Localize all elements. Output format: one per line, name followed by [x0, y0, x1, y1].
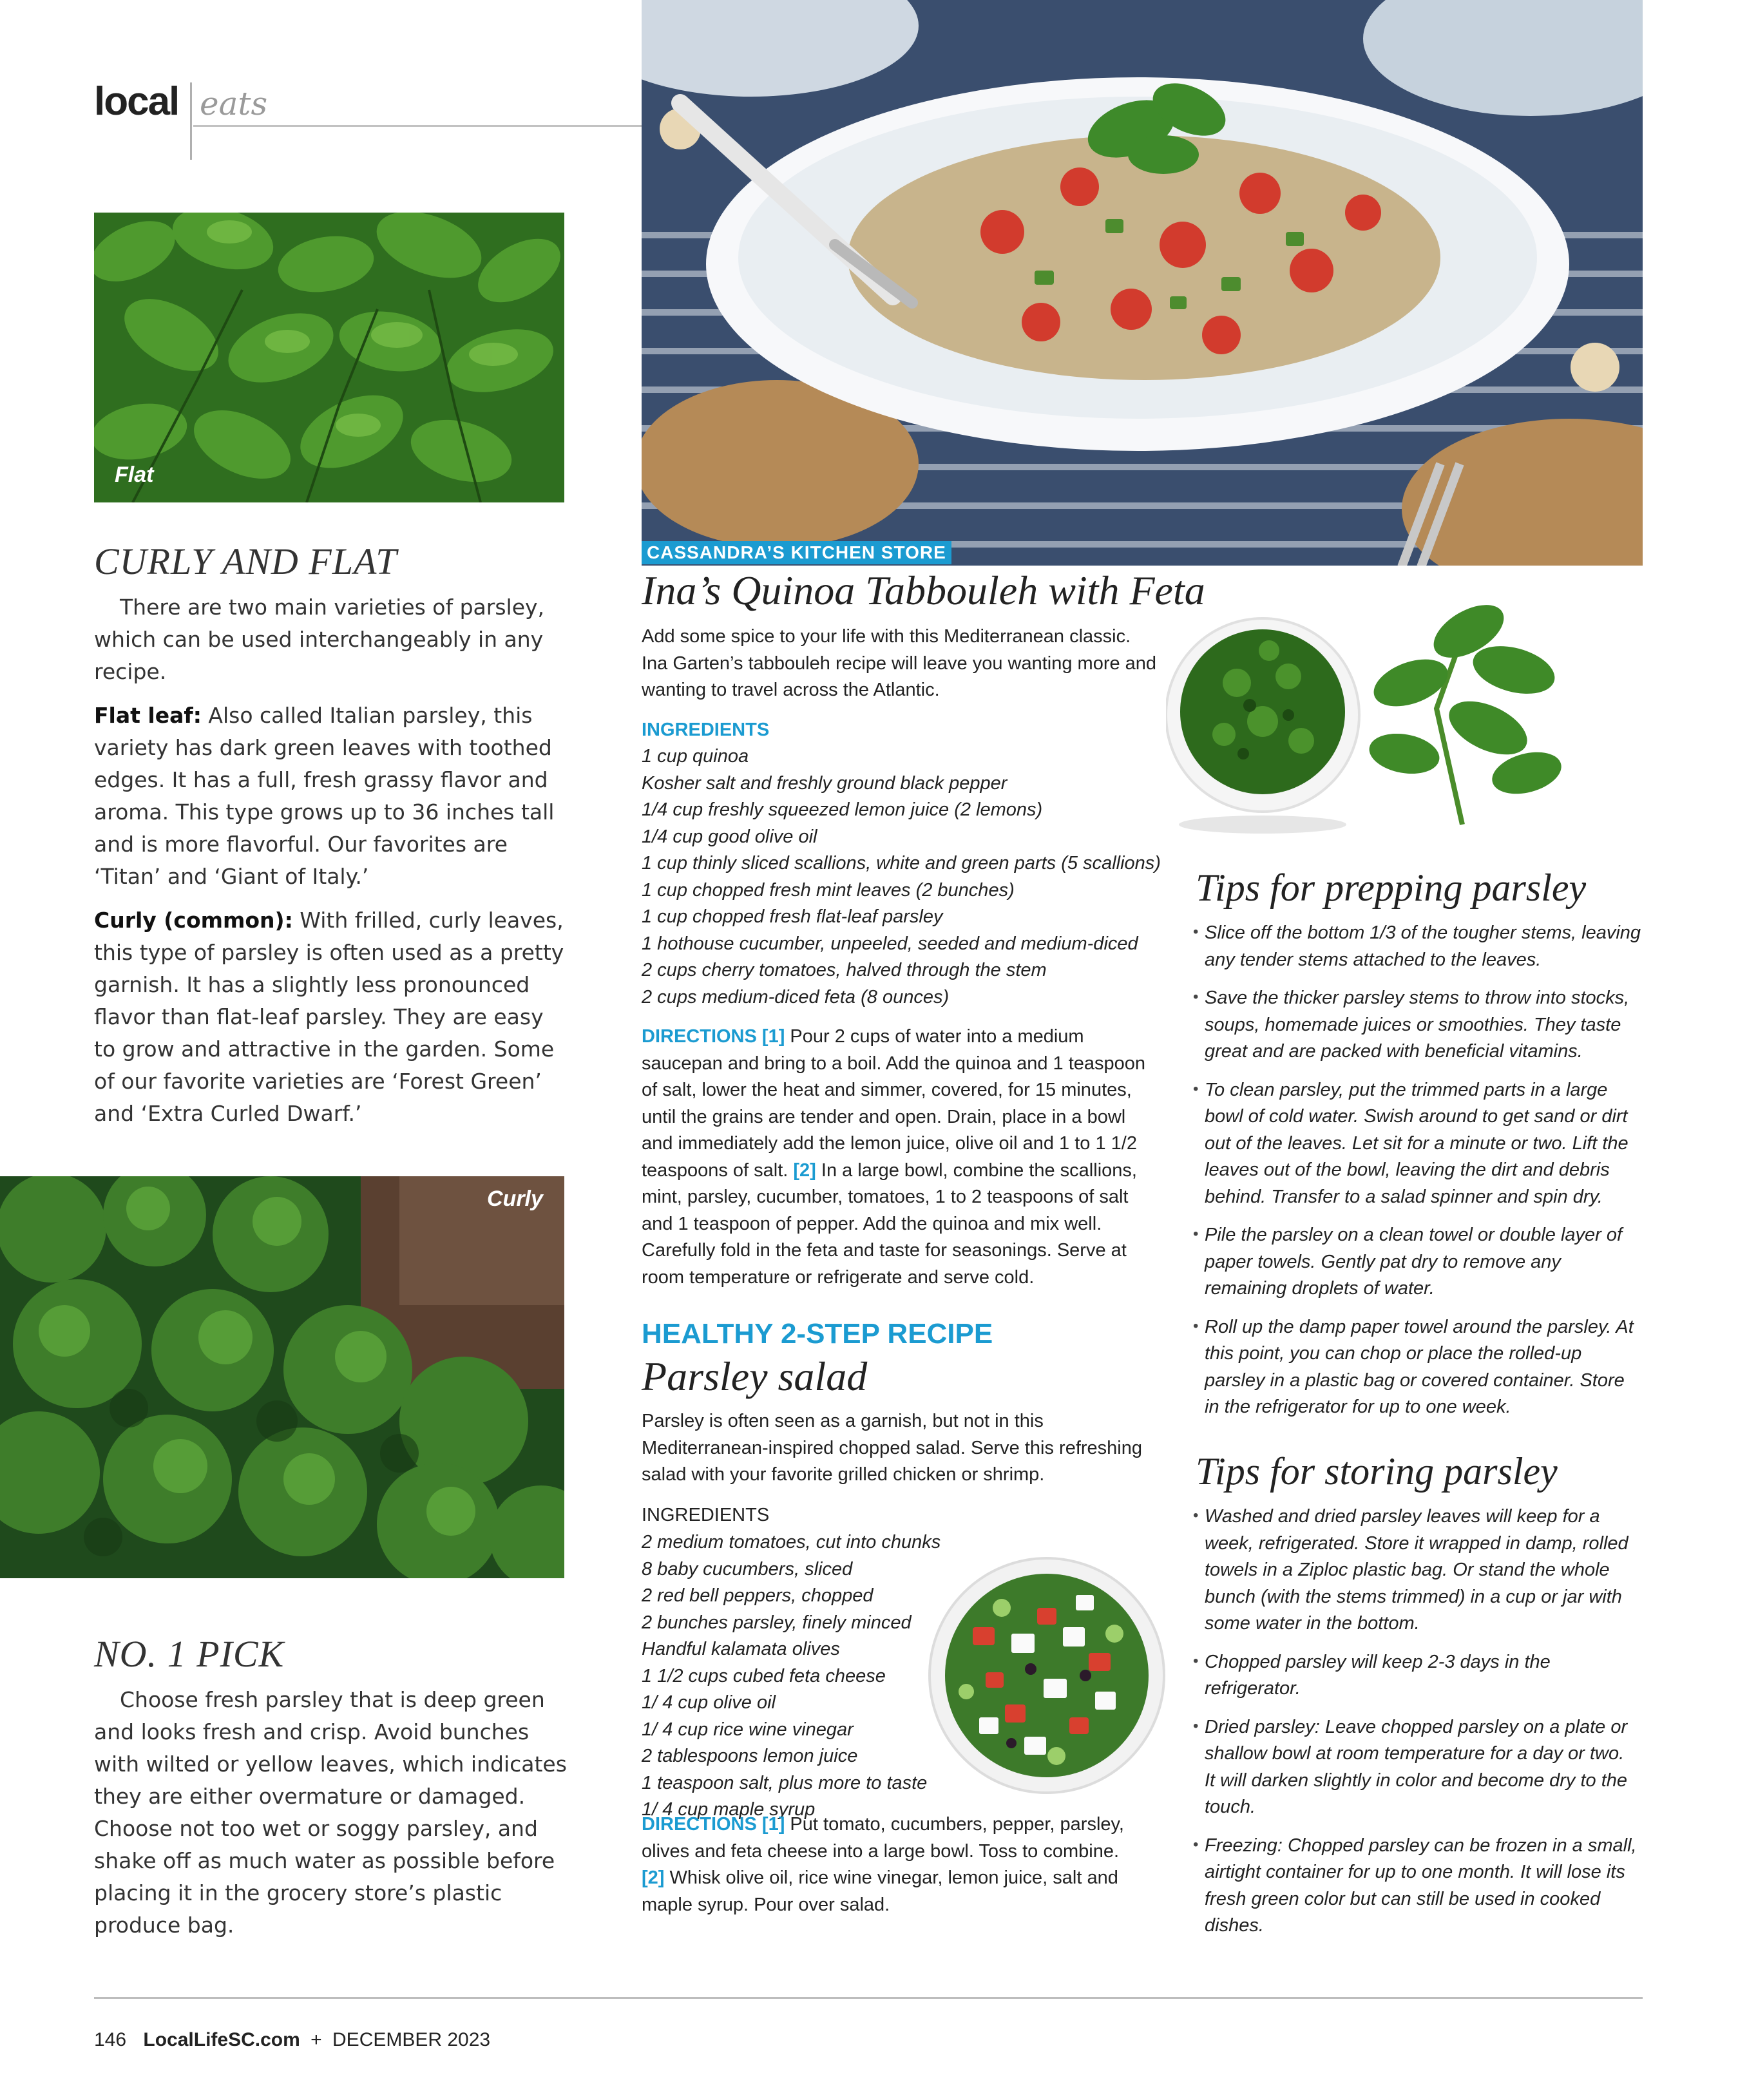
step-marker: [2]	[642, 1867, 665, 1888]
tip-item: • Save the thicker parsley stems to throw into stocks, soups, homemade juices or smoothies. They taste great and are packed with beneficial vitamins.	[1193, 985, 1644, 1065]
tabbouleh-kicker: CASSANDRA’S KITCHEN STORE	[642, 541, 951, 564]
tips-prepping-title: Tips for prepping parsley	[1196, 866, 1587, 909]
ingredient-item: 1 cup chopped fresh mint leaves (2 bunches)	[642, 879, 1015, 901]
flat-leaf-label: Flat leaf:	[94, 703, 202, 728]
ingredient-item: 1/ 4 cup maple syrup	[642, 1799, 816, 1820]
ingredient-item: 1 cup quinoa	[642, 746, 749, 767]
brand-divider	[190, 82, 192, 160]
directions-label: DIRECTIONS	[642, 1814, 757, 1835]
tabbouleh-ingredients-list	[642, 743, 1170, 1011]
ingredient-item: 2 tablespoons lemon juice	[642, 1746, 858, 1766]
no1-pick-paragraph: Choose fresh parsley that is deep green and looks fresh and crisp. Avoid bunches with wilted or yellow leaves, which indicates they are either overmature or damaged. Choose not too wet or soggy parsley, and shake off as much water as possible before placing it in the grocery store’s plastic produce bag.	[94, 1687, 567, 1938]
tabbouleh-title: Ina’s Quinoa Tabbouleh with Feta	[642, 568, 1205, 613]
tips-storing-title: Tips for storing parsley	[1196, 1450, 1558, 1493]
ingredient-item: 1 cup thinly sliced scallions, white and green parts (5 scallions)	[642, 853, 1161, 873]
salad-bowl-photo	[928, 1556, 1166, 1795]
ingredient-item: 8 baby cucumbers, sliced	[642, 1558, 853, 1580]
footer-rule	[94, 1997, 1643, 1999]
directions-label: DIRECTIONS	[642, 1026, 757, 1047]
no1-pick-body	[94, 1684, 571, 1953]
site-name: LocalLifeSC.com	[143, 2029, 300, 2050]
ingredient-item: 2 red bell peppers, chopped	[642, 1585, 874, 1606]
flat-leaf-paragraph	[94, 700, 571, 893]
issue-date: DECEMBER 2023	[332, 2029, 491, 2050]
footer-separator: +	[310, 2029, 322, 2050]
curly-and-flat-body	[94, 591, 571, 1141]
curly-label: Curly (common):	[94, 908, 293, 933]
brand-logo: local	[94, 79, 179, 124]
ingredient-item: 2 bunches parsley, finely minced	[642, 1612, 912, 1633]
tabbouleh-intro: Add some spice to your life with this Mediterranean classic. Ina Garten’s tabbouleh recipe will leave you wanting more and wanting to travel across the Atlantic.	[642, 626, 1157, 700]
ingredient-item: 2 cups cherry tomatoes, halved through the stem	[642, 960, 1047, 980]
page-number: 146	[94, 2029, 127, 2050]
tip-item: • Chopped parsley will keep 2-3 days in the refrigerator.	[1193, 1649, 1638, 1703]
ingredient-item: 1/ 4 cup rice wine vinegar	[642, 1719, 854, 1740]
curly-parsley-photo	[0, 1176, 564, 1578]
flat-parsley-photo	[94, 213, 564, 502]
ingredient-item: 1 cup chopped fresh flat-leaf parsley	[642, 906, 943, 927]
tip-item: • Freezing: Chopped parsley can be frozen in a small, airtight container for up to one month. It will lose its fresh green color but can still be used in cooked dishes.	[1193, 1833, 1638, 1940]
ingredient-item: Kosher salt and freshly ground black pepper	[642, 772, 1007, 794]
tips-storing-list	[1193, 1503, 1638, 1951]
tip-item: • Washed and dried parsley leaves will keep for a week, refrigerated. Store it wrapped in damp, rolled towels in a Ziploc plastic bag. Or stand the whole bunch (with the stems trimmed) in a cup or jar with some water in the bottom.	[1193, 1503, 1638, 1637]
curly-paragraph	[94, 904, 571, 1130]
tabbouleh-photo	[642, 0, 1643, 566]
tabbouleh-ingredients-label: INGREDIENTS	[642, 719, 770, 740]
intro-paragraph: There are two main varieties of parsley, which can be used interchangeably in any recipe.	[94, 595, 545, 684]
ingredient-item: 1 teaspoon salt, plus more to taste	[642, 1772, 928, 1793]
ingredient-item: 1/ 4 cup olive oil	[642, 1692, 776, 1713]
curly-text: With frilled, curly leaves, this type of parsley is often used as a pretty garnish. It has a slightly less pronounced flavor than flat-leaf parsley. They are easy to grow and attractive in the garden. Some of our favorite varieties are ‘Forest Green’ and ‘Extra Curled Dwarf.’	[94, 908, 564, 1126]
flat-leaf-text: Also called Italian parsley, this variety has dark green leaves with toothed edges. It has a full, fresh grassy flavor and aroma. This type grows up to 36 inches tall and is more flavorful. Our favorites are ‘Titan’ and ‘Giant of Italy.’	[94, 703, 555, 889]
header-rule	[193, 125, 644, 127]
step-marker: [1]	[761, 1814, 785, 1835]
step-marker: [1]	[761, 1026, 785, 1047]
tip-item: • Dried parsley: Leave chopped parsley on a plate or shallow bowl at room temperature for a day or two. It will darken slightly in color and become dry to the touch.	[1193, 1714, 1638, 1821]
parsley-salad-ingredients-label: INGREDIENTS	[642, 1505, 770, 1525]
tip-item: • Slice off the bottom 1/3 of the tougher stems, leaving any tender stems attached to the leaves.	[1193, 920, 1644, 973]
chopped-parsley-photo	[1166, 593, 1643, 837]
ingredient-item: 1/4 cup good olive oil	[642, 826, 817, 847]
tabbouleh-directions	[642, 1024, 1157, 1291]
page-footer	[94, 2029, 490, 2051]
curly-photo-caption: Curly	[487, 1187, 543, 1211]
no1-pick-heading: NO. 1 PICK	[94, 1633, 285, 1675]
step-text: Put tomato, cucumbers, pepper, parsley, olives and feta cheese into a large bowl. Toss to combine.	[642, 1814, 1124, 1862]
tips-prepping-list	[1193, 920, 1644, 1433]
tip-item: • Pile the parsley on a clean towel or double layer of paper towels. Gently pat dry to remove any remaining droplets of water.	[1193, 1222, 1644, 1303]
step-text: Pour 2 cups of water into a medium saucepan and bring to a boil. Add the quinoa and 1 teaspoon of salt, lower the heat and simmer, covered, for 15 minutes, until the grains are tender and open. Drain, place in a bowl and immediately add the lemon juice, olive oil and 1 to 1 1/2 teaspoons of salt.	[642, 1026, 1146, 1181]
ingredient-item: 1/4 cup freshly squeezed lemon juice (2 lemons)	[642, 799, 1043, 820]
tip-item: • Roll up the damp paper towel around the parsley. At this point, you can chop or place the rolled-up parsley in a plastic bag or covered container. Store in the refrigerator for up to one week.	[1193, 1314, 1644, 1421]
curly-and-flat-heading: CURLY AND FLAT	[94, 540, 397, 582]
step-text: In a large bowl, combine the scallions, mint, parsley, cucumber, tomatoes, 1 to 2 teaspoons of salt and 1 teaspoon of pepper. Add the quinoa and mix well. Carefully fold in the feta and taste for seasonings. Serve at room temperature or refrigerate and serve cold.	[642, 1160, 1137, 1288]
tip-item: • To clean parsley, put the trimmed parts in a large bowl of cold water. Swish around to get sand or dirt out of the leaves. Let sit for a minute or two. Lift the leaves out of the bowl, leaving the dirt and debris behind. Transfer to a salad spinner and spin dry.	[1193, 1077, 1644, 1211]
parsley-salad-title: Parsley salad	[642, 1353, 868, 1399]
parsley-salad-ingredients-list	[642, 1529, 964, 1824]
ingredient-item: 2 cups medium-diced feta (8 ounces)	[642, 986, 950, 1007]
ingredient-item: 1 hothouse cucumber, unpeeled, seeded and medium-diced	[642, 933, 1138, 954]
step-text: Whisk olive oil, rice wine vinegar, lemon juice, salt and maple syrup. Pour over salad.	[642, 1867, 1118, 1915]
parsley-salad-kicker: HEALTHY 2-STEP RECIPE	[642, 1318, 993, 1350]
flat-photo-caption: Flat	[115, 463, 154, 487]
step-marker: [2]	[793, 1160, 816, 1181]
ingredient-item: 1 1/2 cups cubed feta cheese	[642, 1665, 886, 1686]
parsley-salad-intro: Parsley is often seen as a garnish, but not in this Mediterranean-inspired chopped salad. Serve this refreshing salad with your favorite grilled chicken or shrimp.	[642, 1411, 1142, 1485]
tabbouleh-body	[642, 624, 1161, 1291]
ingredient-item: Handful kalamata olives	[642, 1639, 840, 1659]
ingredient-item: 2 medium tomatoes, cut into chunks	[642, 1532, 941, 1552]
section-label: eats	[200, 85, 268, 122]
parsley-salad-directions	[642, 1811, 1144, 1918]
